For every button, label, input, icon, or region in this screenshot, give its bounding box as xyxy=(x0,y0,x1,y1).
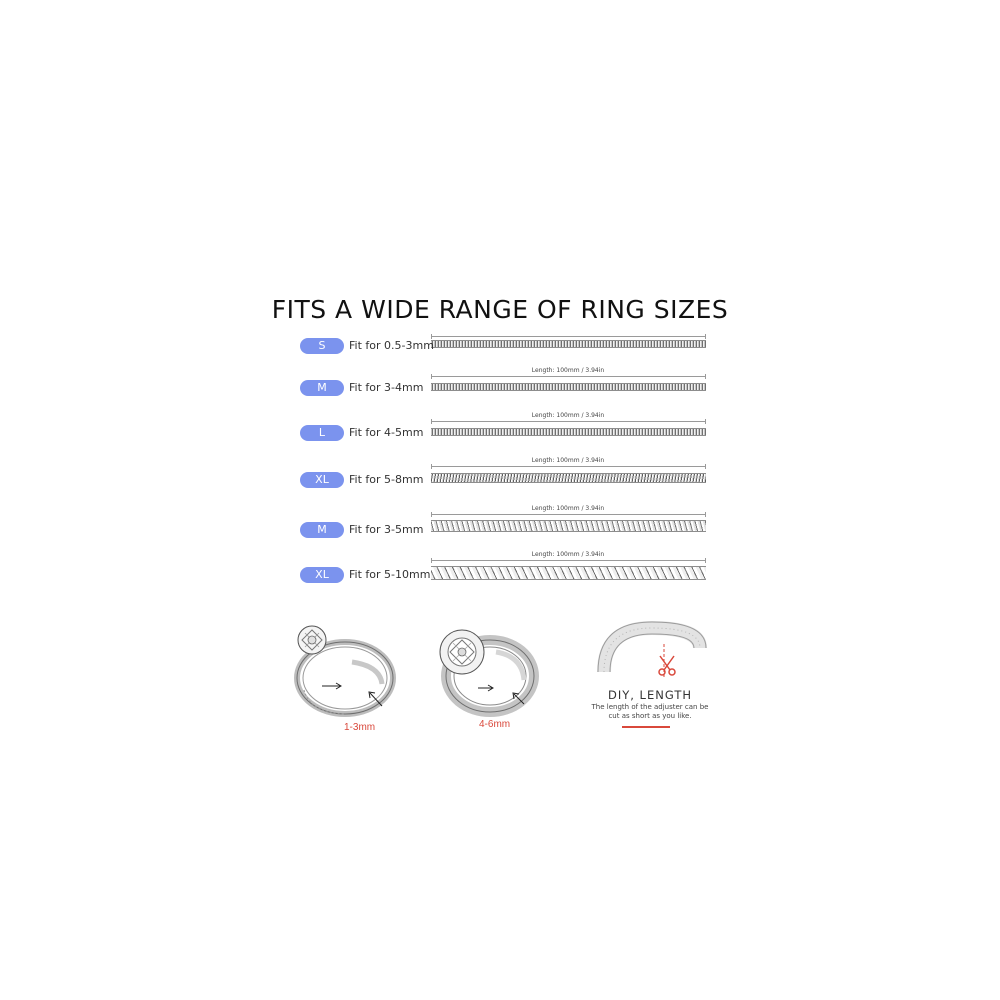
scissors-icon xyxy=(659,656,675,675)
fit-range-label: Fit for 4-5mm xyxy=(349,426,424,439)
size-badge: M xyxy=(300,380,344,396)
length-label: Length: 100mm / 3.94in xyxy=(531,367,605,374)
size-badge: L xyxy=(300,425,344,441)
length-dimension-line xyxy=(431,421,706,422)
length-dimension-line xyxy=(431,514,706,515)
size-badge: S xyxy=(300,338,344,354)
size-badge: XL xyxy=(300,567,344,583)
fit-range-label: Fit for 0.5-3mm xyxy=(349,339,434,352)
length-label: Length: 100mm / 3.94in xyxy=(531,412,605,419)
size-row xyxy=(0,522,1000,552)
size-row xyxy=(0,425,1000,455)
length-dimension-line xyxy=(431,560,706,561)
ring-illustration-thin-band xyxy=(290,618,400,723)
length-dimension-line xyxy=(431,466,706,467)
size-row xyxy=(0,338,1000,368)
size-row xyxy=(0,380,1000,410)
length-label: Length: 100mm / 3.94in xyxy=(531,505,605,512)
fit-range-label: Fit for 5-10mm xyxy=(349,568,431,581)
length-dimension-line xyxy=(431,336,706,337)
range-caption: 1-3mm xyxy=(344,722,376,733)
size-badge: M xyxy=(300,522,344,538)
length-dimension-line xyxy=(431,376,706,377)
range-caption: 4-6mm xyxy=(479,719,511,730)
fit-range-label: Fit for 3-5mm xyxy=(349,523,424,536)
size-row xyxy=(0,472,1000,502)
diy-length-title: DIY, LENGTH xyxy=(607,688,693,702)
fit-range-label: Fit for 5-8mm xyxy=(349,473,424,486)
size-badge: XL xyxy=(300,472,344,488)
size-row xyxy=(0,567,1000,597)
ring-illustration-halo xyxy=(432,622,542,722)
red-underline xyxy=(622,726,670,728)
length-label: Length: 100mm / 3.94in xyxy=(531,551,605,558)
page-title: FITS A WIDE RANGE OF RING SIZES xyxy=(271,294,729,324)
adjuster-cut-illustration xyxy=(596,620,708,686)
fit-range-label: Fit for 3-4mm xyxy=(349,381,424,394)
diy-length-note: The length of the adjuster can be cut as short as you like. xyxy=(591,703,709,720)
length-label: Length: 100mm / 3.94in xyxy=(531,457,605,464)
